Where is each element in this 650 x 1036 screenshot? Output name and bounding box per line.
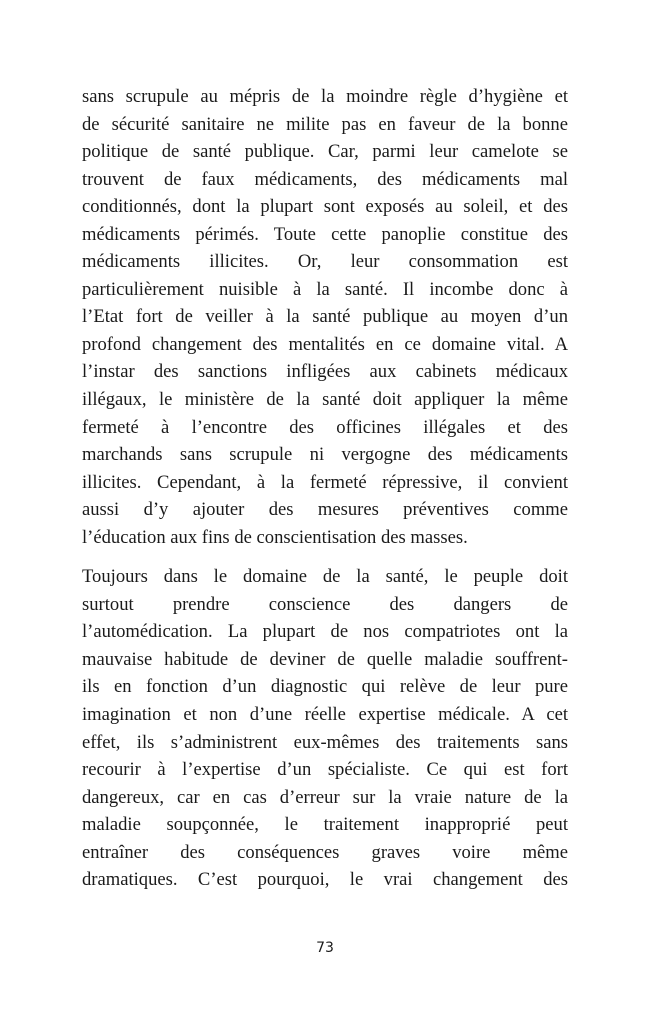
text-line: aussi d’y ajouter des mesures préventives comme xyxy=(82,499,568,521)
text-line: particulièrement nuisible à la santé. Il incombe donc à xyxy=(82,278,568,300)
text-line: illégaux, le ministère de la santé doit appliquer la même xyxy=(82,389,568,411)
text-line: l’automédication. La plupart de nos compatriotes ont la xyxy=(82,621,568,643)
text-line: effet, ils s’administrent eux-mêmes des traitements sans xyxy=(82,731,568,753)
text-line: mauvaise habitude de deviner de quelle maladie souffrent- xyxy=(82,648,568,670)
page-number: 73 xyxy=(316,940,334,956)
text-line: l’éducation aux fins de conscientisation des masses. xyxy=(82,526,468,548)
text-line: Toujours dans le domaine de la santé, le peuple doit xyxy=(82,566,568,588)
text-line: dramatiques. C’est pourquoi, le vrai changement des xyxy=(82,869,568,891)
text-line: surtout prendre conscience des dangers de xyxy=(82,593,568,615)
text-line: recourir à l’expertise d’un spécialiste. Ce qui est fort xyxy=(82,759,568,781)
text-line: illicites. Cependant, à la fermeté répressive, il convient xyxy=(82,471,568,493)
text-line: profond changement des mentalités en ce domaine vital. A xyxy=(82,333,568,355)
text-line: l’Etat fort de veiller à la santé publique au moyen d’un xyxy=(82,306,568,328)
text-line: sans scrupule au mépris de la moindre règle d’hygiène et xyxy=(82,86,568,107)
page-body xyxy=(82,83,568,894)
text-line: marchands sans scrupule ni vergogne des médicaments xyxy=(82,444,568,466)
text-line: politique de santé publique. Car, parmi leur camelote se xyxy=(82,141,568,163)
text-line: ils en fonction d’un diagnostic qui relève de leur pure xyxy=(82,676,568,698)
text-line: trouvent de faux médicaments, des médicaments mal xyxy=(82,168,568,190)
text-line: médicaments périmés. Toute cette panoplie constitue des xyxy=(82,223,568,245)
text-line: entraîner des conséquences graves voire même xyxy=(82,841,568,863)
text-line: maladie soupçonnée, le traitement inapproprié peut xyxy=(82,814,568,836)
text-line: médicaments illicites. Or, leur consommation est xyxy=(82,251,568,273)
text-line: de sécurité sanitaire ne milite pas en faveur de la bonne xyxy=(82,113,568,135)
text-line: fermeté à l’encontre des officines illégales et des xyxy=(82,416,568,438)
text-line: dangereux, car en cas d’erreur sur la vraie nature de la xyxy=(82,786,568,808)
paragraph xyxy=(82,83,568,551)
text-line: conditionnés, dont la plupart sont exposés au soleil, et des xyxy=(82,196,568,218)
text-line: imagination et non d’une réelle expertise médicale. A cet xyxy=(82,704,568,726)
text-line: l’instar des sanctions infligées aux cabinets médicaux xyxy=(82,361,568,383)
paragraph xyxy=(82,563,568,894)
